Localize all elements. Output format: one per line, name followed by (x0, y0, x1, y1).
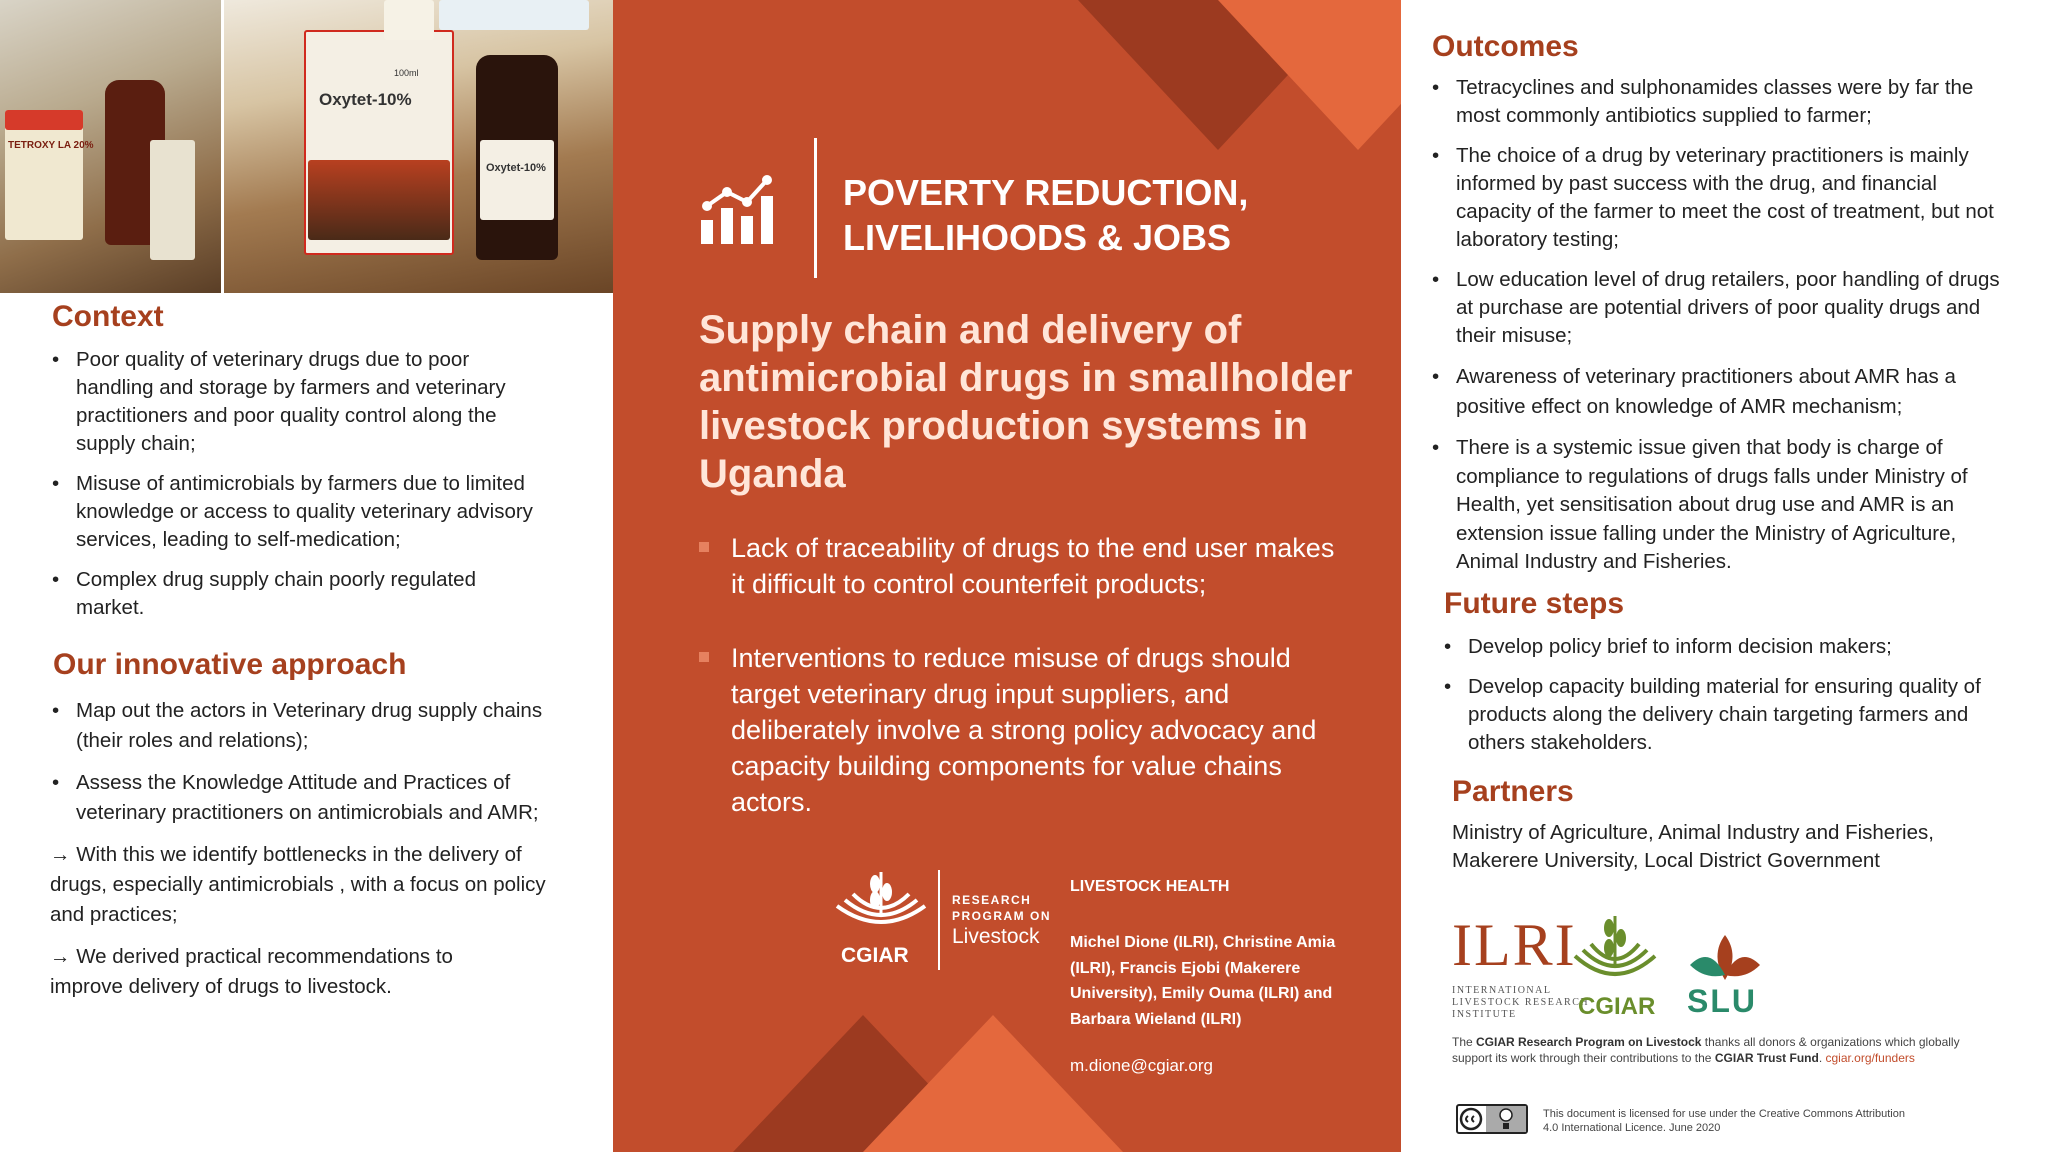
theme-line-1: POVERTY REDUCTION, (843, 172, 1249, 213)
background-box (439, 0, 589, 30)
partners-text: Ministry of Agriculture, Animal Industry and Fisheries, Makerere University, Local District Government (1452, 820, 1934, 872)
ilri-logo-text: ILRI (1452, 912, 1577, 978)
theme-line-2: LIVELIHOODS & JOBS (843, 217, 1232, 258)
cgiar-partner-label: CGIAR (1578, 993, 1656, 1020)
outcome-item: • The choice of a drug by veterinary practitioners is mainly informed by past success with the drug, and financial capacity of the farmer to meet the cost of treatment, but not laboratory testing; (1430, 142, 2010, 254)
approach-item: • Map out the actors in Veterinary drug supply chains (their roles and relations); (50, 696, 550, 756)
context-item: • Complex drug supply chain poorly regulated market. (50, 566, 550, 622)
slu-label: SLU (1687, 983, 1757, 1019)
partners-title: Partners (1452, 774, 1574, 808)
thanks-text: The (1452, 1035, 1477, 1049)
funders-acknowledgement (1452, 1034, 1972, 1066)
cgiar-wheat-icon (831, 868, 931, 938)
drug-box-band (5, 110, 83, 130)
oxytet-bottle-text: Oxytet-10% (486, 162, 546, 174)
approach-list (50, 696, 550, 828)
thanks-program: CGIAR Research Program on Livestock (1476, 1035, 1702, 1049)
volume-label: 100ml (394, 68, 419, 78)
approach-title: Our innovative approach (53, 648, 407, 681)
slu-leaf-icon (1680, 925, 1770, 985)
ilri-logo-sub-3: INSTITUTE (1452, 1009, 1517, 1020)
livestock-health-label: LIVESTOCK HEALTH (1070, 878, 1230, 895)
cc-by-icon (1458, 1106, 1526, 1132)
outcomes-title: Outcomes (1432, 30, 1579, 63)
ilri-logo-sub-1: INTERNATIONAL (1452, 985, 1552, 996)
thanks-text: . (1818, 1051, 1826, 1065)
right-column (1430, 30, 2010, 875)
deco-triangle (863, 1015, 1123, 1152)
deco-triangle (1078, 0, 1358, 150)
drug-box (150, 140, 195, 260)
center-bullet-text: Interventions to reduce misuse of drugs should target veterinary drug input suppliers, and deliberately involve a strong policy advocacy and capacity building components for value chains actors. (731, 643, 1317, 817)
approach-arrow-2: → We derived practical recommendations to improve delivery of drugs to livestock. (50, 945, 453, 998)
drug-label: TETROXY LA 20% (8, 140, 94, 151)
oxytet-bottle-label (480, 140, 554, 220)
outcome-item: • There is a systemic issue given that body is charge of compliance to regulations of drugs falls under Ministry of Health, yet sensitisation about drug use and AMR is an extension issue falling under the Ministry of Agriculture, Animal Industry and Fisheries. (1430, 434, 2010, 577)
cgiar-label: CGIAR (841, 944, 909, 967)
program-small-2: PROGRAM ON (952, 909, 1051, 923)
context-item: • Poor quality of veterinary drugs due to poor handling and storage by farmers and veterinary practitioners and poor quality control along the supply chain; (50, 346, 550, 458)
center-bullet (699, 530, 1339, 602)
program-label (938, 870, 1051, 970)
oxytet-box-label: Oxytet-10% (319, 90, 412, 109)
approach-arrow-1: → With this we identify bottlenecks in the delivery of drugs, especially antimicrobials , with a focus on policy and practices; (50, 843, 546, 926)
funders-link[interactable]: cgiar.org/funders (1825, 1051, 1915, 1065)
future-item: • Develop policy brief to inform decision makers; (1442, 633, 2010, 661)
center-bullet (699, 640, 1339, 820)
approach-item: • Assess the Knowledge Attitude and Practices of veterinary practitioners on antimicrobials and AMR; (50, 768, 550, 828)
left-column (50, 300, 550, 1002)
ilri-logo (1452, 912, 1590, 1021)
future-item: • Develop capacity building material for ensuring quality of products along the delivery chain targeting farmers and others stakeholders. (1442, 673, 2010, 757)
authors: Michel Dione (ILRI), Christine Amia (ILRI), Francis Ejobi (Makerere University), Emily Ouma (ILRI) and Barbara Wieland (ILRI) (1070, 934, 1336, 1028)
bullet-square (699, 542, 709, 552)
oxytet-box-art (308, 160, 450, 240)
center-panel (613, 0, 1401, 1152)
future-list (1442, 633, 2010, 757)
cc-license-badge (1456, 1104, 1528, 1134)
background-box (384, 0, 434, 40)
future-title: Future steps (1444, 586, 1625, 620)
program-small-1: RESEARCH (952, 893, 1032, 907)
program-big: Livestock (952, 925, 1040, 948)
context-list (50, 346, 550, 622)
theme-title (843, 170, 1323, 260)
poster-title: Supply chain and delivery of antimicrobial drugs in smallholder livestock production systems in Uganda (699, 308, 1353, 496)
drug-photo-left (0, 0, 221, 293)
drug-photo-right (224, 0, 613, 293)
license-text: This document is licensed for use under the Creative Commons Attribution 4.0 International Licence. June 2020 (1543, 1108, 1905, 1134)
theme-divider (814, 138, 817, 278)
center-bullet-text: Lack of traceability of drugs to the end user makes it difficult to control counterfeit products; (731, 533, 1335, 599)
context-item: • Misuse of antimicrobials by farmers due to limited knowledge or access to quality veterinary advisory services, leading to self-medication; (50, 470, 550, 554)
thanks-fund: CGIAR Trust Fund (1714, 1051, 1819, 1065)
outcomes-list (1430, 74, 2010, 577)
outcome-item: • Tetracyclines and sulphonamides classes were by far the most commonly antibiotics supplied to farmer; (1430, 74, 2010, 130)
bullet-square (699, 652, 709, 662)
context-title: Context (52, 300, 164, 333)
cgiar-partner-icon (1570, 912, 1660, 992)
growth-chart-icon (699, 170, 775, 246)
thanks-text: thanks all donors & organizations which globally support its work through their contributions to the (1452, 1035, 1960, 1065)
ilri-logo-sub-2: LIVESTOCK RESEARCH (1452, 997, 1590, 1008)
outcome-item: • Low education level of drug retailers, poor handling of drugs at purchase are potential drivers of poor quality drugs and their misuse; (1430, 266, 2010, 350)
outcome-item: • Awareness of veterinary practitioners about AMR has a positive effect on knowledge of AMR mechanism; (1430, 362, 2010, 422)
contact-email[interactable]: m.dione@cgiar.org (1070, 1056, 1213, 1075)
